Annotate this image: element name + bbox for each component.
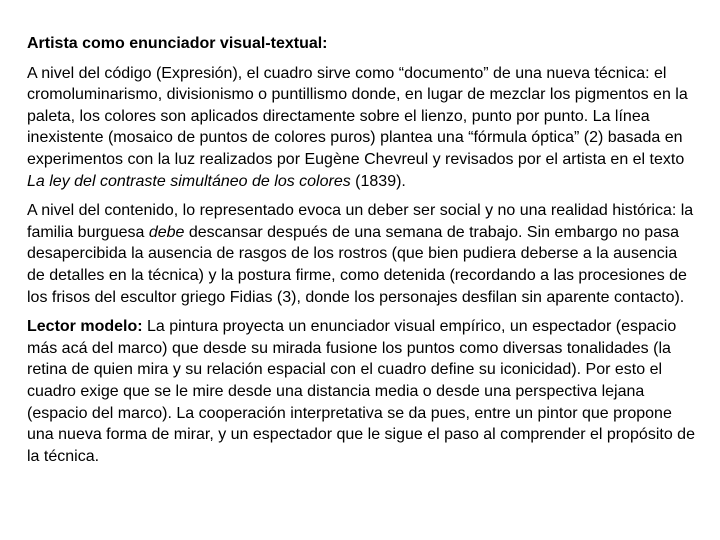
paragraph-codigo-tail: (1839). bbox=[350, 172, 406, 190]
paragraph-codigo-text: A nivel del código (Expresión), el cuadro sirve como “documento” de una nueva técnica: el cromoluminarismo, divisionismo o puntillismo donde, en lugar de mezclar los pigmentos en la paleta, los colores son aplicados directamente sobre el lienzo, punto por punto. La línea inexistente (mosaico de puntos de colores puros) plantea una “fórmula óptica” (2) basada en experimentos con la luz realizados por Eugène Chevreul y revisados por el artista en el texto bbox=[27, 64, 688, 168]
paragraph-contenido-text-b: descansar después de una semana de trabajo. Sin embargo no pasa desapercibida la ausencia de rasgos de los rostros (que bien pudiera deberse a la ausencia de detalles en la técnica) y la postura firme, como detenida (recordando a las procesiones de los frisos del escultor griego Fidias (3), donde los personajes desfilan sin aparente contacto). bbox=[27, 223, 687, 306]
document-body bbox=[27, 33, 697, 475]
section-heading: Artista como enunciador visual-textual: bbox=[27, 35, 328, 52]
emphasis-debe: debe bbox=[148, 223, 185, 241]
paragraph-codigo bbox=[27, 63, 697, 193]
paragraph-lector-modelo bbox=[27, 316, 697, 467]
lector-modelo-label: Lector modelo: bbox=[27, 318, 143, 336]
paragraph-lector-modelo-text: La pintura proyecta un enunciador visual empírico, un espectador (espacio más acá del marco) que desde su mirada fusione los puntos como diversas tonalidades (la retina de quien mira y su relación espacial con el cuadro define su iconicidad). Por esto el cuadro exige que se le mire desde una distancia media o desde una perspectiva lejana (espacio del marco). La cooperación interpretativa se da pues, entre un pintor que propone una nueva forma de mirar, y un espectador que le sigue el paso al comprender el propósito de la técnica. bbox=[27, 318, 695, 465]
paragraph-contenido bbox=[27, 200, 697, 308]
book-title: La ley del contraste simultáneo de los colores bbox=[27, 172, 351, 190]
paragraph-contenido-text-a: A nivel del contenido, lo representado evoca un deber ser social y no una realidad histórica: la familia burguesa bbox=[27, 202, 694, 241]
